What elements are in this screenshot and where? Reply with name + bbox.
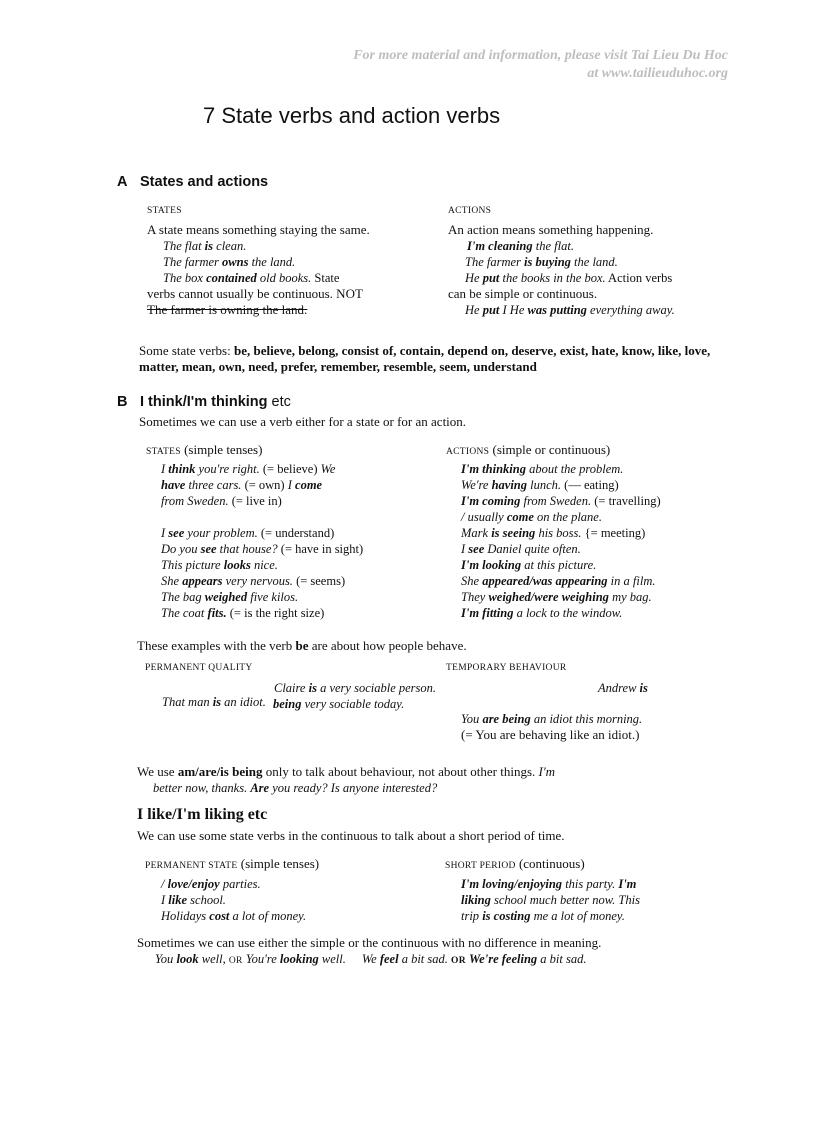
b-right-line-4: / usually come on the plane. — [461, 510, 602, 524]
section-b-letter: B — [117, 394, 128, 410]
states-example-1: The flat is clean. — [163, 239, 247, 253]
permanent-state-label: PERMANENT STATE (simple tenses) — [145, 856, 320, 871]
states-simple-label: STATES (simple tenses) — [146, 442, 263, 457]
be-intro: These examples with the verb be are about how people behave. — [137, 638, 467, 653]
c-right-line-2: liking school much better now. This — [461, 893, 640, 907]
b-right-line-7: I'm looking at this picture. — [461, 558, 597, 572]
section-c-example: You look well, OR You're looking well. We feel a bit sad. OR We're feeling a bit sad. — [155, 952, 587, 966]
actions-label: ACTIONS — [448, 206, 492, 216]
section-b-intro: Sometimes we can use a verb either for a state or for an action. — [139, 414, 467, 429]
b-right-line-5: Mark is seeing his boss. {= meeting) — [461, 526, 646, 540]
section-a-heading: States and actions — [140, 174, 269, 190]
states-note: verbs cannot usually be continuous. NOT — [147, 286, 363, 301]
we-use-note-line-1: We use am/are/is being only to talk about behaviour, not about other things. I'm — [137, 764, 555, 779]
b-left-line-1: I think you're right. (= believe) We — [161, 462, 336, 476]
b-left-line-4: I see your problem. (= understand) — [161, 526, 335, 540]
actions-simple-continuous-label: ACTIONS (simple or continuous) — [446, 442, 611, 457]
b-right-line-3: I'm coming from Sweden. (= travelling) — [461, 494, 661, 508]
actions-example-2: The farmer is buying the land. — [465, 255, 618, 269]
b-left-line-5: Do you see that house? (= have in sight) — [161, 542, 364, 556]
b-left-line-6: This picture looks nice. — [161, 558, 278, 572]
c-left-line-1: / love/enjoy parties. — [161, 877, 261, 891]
section-c-note: Sometimes we can use either the simple or the continuous with no difference in meaning. — [137, 935, 602, 950]
watermark-line-2: at www.tailieuduhoc.org — [587, 66, 728, 81]
you-behaving-note: (= You are behaving like an idiot.) — [461, 727, 640, 742]
b-right-line-1: I'm thinking about the problem. — [461, 462, 624, 476]
b-left-line-7: She appears very nervous. (= seems) — [161, 574, 346, 588]
section-c-heading: I like/I'm liking etc — [137, 806, 268, 823]
section-c-intro: We can use some state verbs in the continuous to talk about a short period of time. — [137, 828, 565, 843]
idiot-example: That man is an idiot. — [162, 695, 266, 709]
b-right-line-9: They weighed/were weighing my bag. — [461, 590, 652, 604]
actions-example-1: I'm cleaning the flat. — [467, 239, 574, 253]
states-intro: A state means something staying the same. — [147, 222, 370, 237]
actions-example-3: He put the books in the box. Action verbs — [465, 271, 673, 285]
b-left-line-8: The bag weighed five kilos. — [161, 590, 299, 604]
b-right-line-8: She appeared/was appearing in a film. — [461, 574, 656, 588]
actions-intro: An action means something happening. — [448, 222, 654, 237]
c-right-line-3: trip is costing me a lot of money. — [461, 909, 625, 923]
watermark-line-1: For more material and information, please visit Tai Lieu Du Hoc — [353, 48, 728, 63]
actions-note: can be simple or continuous. — [448, 286, 598, 301]
states-example-2: The farmer owns the land. — [163, 255, 296, 269]
b-right-line-6: I see Daniel quite often. — [461, 542, 581, 556]
andrew-example: Andrew is — [598, 681, 648, 695]
temporary-behaviour-label: TEMPORARY BEHAVIOUR — [446, 663, 567, 673]
page-title: 7 State verbs and action verbs — [203, 103, 501, 128]
we-use-note-line-2: better now, thanks. Are you ready? Is anyone interested? — [153, 781, 438, 795]
states-label: STATES — [147, 206, 182, 216]
b-left-line-2: have three cars. (= own) I come — [161, 478, 323, 492]
you-being-example: You are being an idiot this morning. — [461, 712, 643, 726]
section-a-letter: A — [117, 174, 128, 190]
being-example: being very sociable today. — [273, 697, 405, 711]
c-right-line-1: I'm loving/enjoying this party. I'm — [461, 877, 637, 891]
c-left-line-2: I like school. — [161, 893, 226, 907]
permanent-quality-label: PERMANENT QUALITY — [145, 663, 253, 673]
c-left-line-3: Holidays cost a lot of money. — [161, 909, 307, 923]
state-verbs-line-1: Some state verbs: be, believe, belong, consist of, contain, depend on, deserve, exist, hate, know, like, love, — [139, 343, 711, 358]
b-right-line-2: We're having lunch. (— eating) — [461, 478, 619, 492]
states-struck-example: The farmer is owning the land. — [147, 302, 308, 317]
section-b-heading: I think/I'm thinking etc — [140, 394, 291, 410]
b-left-line-9: The coat fits. (= is the right size) — [161, 606, 325, 620]
state-verbs-line-2: matter, mean, own, need, prefer, remember, resemble, seem, understand — [139, 359, 537, 374]
states-example-3: The box contained old books. State — [163, 271, 340, 285]
actions-example-4: He put I He was putting everything away. — [465, 303, 675, 317]
claire-example: Claire is a very sociable person. — [274, 681, 437, 695]
b-left-line-3: from Sweden. (= live in) — [161, 494, 282, 508]
short-period-label: SHORT PERIOD (continuous) — [445, 856, 585, 871]
b-right-line-10: I'm fitting a lock to the window. — [461, 606, 623, 620]
